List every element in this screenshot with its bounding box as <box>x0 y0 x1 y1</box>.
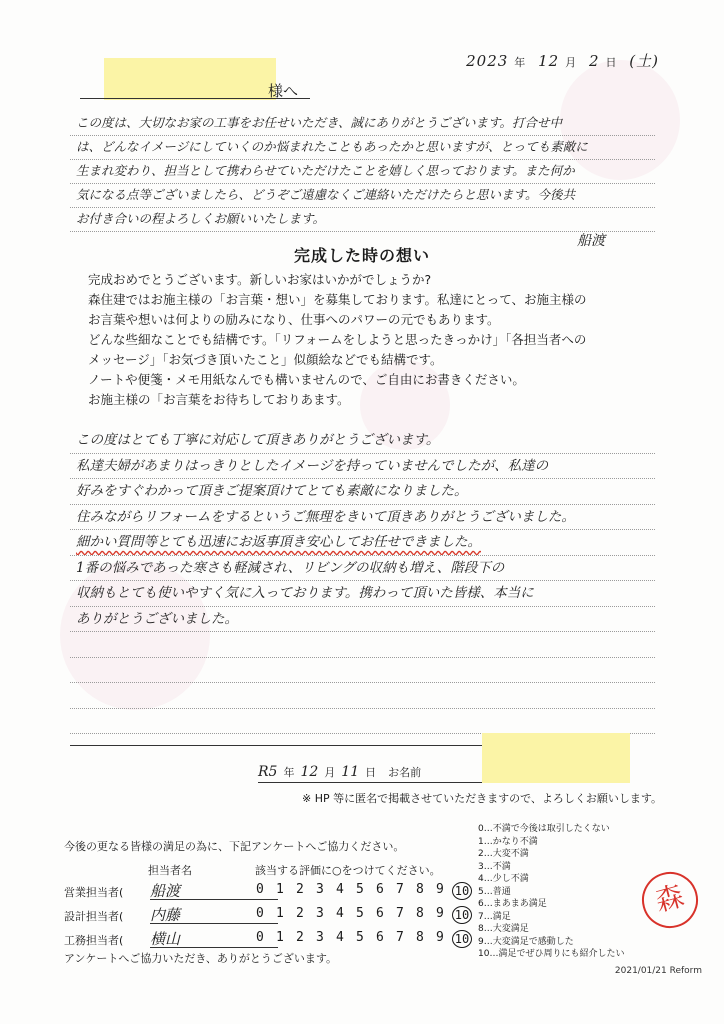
rating-option[interactable]: 5 <box>356 930 364 945</box>
rating-option[interactable]: 4 <box>336 906 344 921</box>
day-unit: 日 <box>605 56 618 69</box>
underlined-sentence: 細かい質問等とても迅速にお返事頂き安心してお任せできました。 <box>76 534 481 550</box>
message-line <box>70 683 655 709</box>
survey-staff-name: 船渡 <box>150 880 278 900</box>
reply-line: 生まれ変わり、担当として携わらせていただけたことを嬉しく思っております。また何か <box>70 160 655 184</box>
rating-option[interactable]: 9 <box>436 930 444 945</box>
legend-item: 1…かなり不満 <box>478 836 538 847</box>
message-line <box>70 709 655 735</box>
legend-item: 9…大変満足で感動した <box>478 936 574 947</box>
rating-option-selected[interactable]: 10 <box>452 930 472 948</box>
notice-line: お言葉や想いは何よりの励みになり、仕事へのパワーの元でもあります。 <box>88 312 500 327</box>
rating-option[interactable]: 2 <box>296 882 304 897</box>
form-version-code: 2021/01/21 Reform <box>614 966 702 976</box>
message-end-line <box>70 745 490 746</box>
recipient-suffix: 様へ <box>268 82 299 100</box>
survey-staff-name: 内藤 <box>150 904 278 924</box>
message-line: 収納もとても使いやすく気に入っております。携わって頂いた皆様、本当に <box>70 581 655 607</box>
rating-option[interactable]: 6 <box>376 906 384 921</box>
signature-era-year: R5 <box>258 764 278 780</box>
legend-item: 6…まあまあ満足 <box>478 899 547 909</box>
month-unit: 月 <box>565 56 578 69</box>
legend-item: 5…普通 <box>478 886 511 897</box>
survey-col-rating: 該当する評価に○をつけてください。 <box>255 864 441 877</box>
rating-option[interactable]: 7 <box>396 882 404 897</box>
survey-col-staff: 担当者名 <box>148 864 192 877</box>
rating-option[interactable]: 9 <box>436 882 444 897</box>
staff-reply <box>70 112 655 232</box>
rating-option[interactable]: 8 <box>416 930 424 945</box>
rating-option[interactable]: 3 <box>316 882 324 897</box>
legend-item: 10…満足でぜひ周りにも紹介したい <box>478 949 625 959</box>
signature-year-unit: 年 <box>283 766 295 779</box>
rating-option[interactable]: 7 <box>396 906 404 921</box>
reply-weekday: (土) <box>629 52 659 70</box>
rating-option-selected[interactable]: 10 <box>452 906 472 924</box>
reply-year: 2023 <box>466 52 509 70</box>
message-line: ありがとうございました。 <box>70 607 655 633</box>
signature-day-unit: 日 <box>365 766 377 779</box>
rating-option[interactable]: 8 <box>416 882 424 897</box>
message-line: この度はとても丁寧に対応して頂きありがとうございます。 <box>70 428 655 454</box>
legend-item: 2…大変不満 <box>478 849 529 859</box>
rating-option[interactable]: 9 <box>436 906 444 921</box>
reply-date <box>463 50 662 71</box>
signature-date <box>258 764 427 780</box>
notice-line: お施主様の「お言葉をお待ちしておりあます。 <box>88 392 350 407</box>
reply-line: お付き合いの程よろしくお願いいたします。 <box>70 208 655 232</box>
survey-thanks: アンケートへご協力いただき、ありがとうございます。 <box>64 952 338 965</box>
rating-option[interactable]: 5 <box>356 882 364 897</box>
reply-line: この度は、大切なお家の工事をお任せいただき、誠にありがとうございます。打合せ中 <box>70 112 655 136</box>
rating-legend <box>478 823 624 961</box>
name-label: お名前 <box>388 766 422 779</box>
rating-option-selected[interactable]: 10 <box>452 882 472 900</box>
message-line: 1番の悩みであった寒さも軽減され、リビングの収納も増え、階段下の <box>70 556 655 582</box>
signature-month: 12 <box>300 764 319 780</box>
rating-option[interactable]: 1 <box>276 906 284 921</box>
survey-role-label: 営業担当者( <box>64 886 124 899</box>
redacted-customer-name <box>482 733 630 783</box>
reply-signature: 船渡 <box>577 233 605 249</box>
signature-day: 11 <box>341 764 360 780</box>
survey-staff-name: 横山 <box>150 928 278 948</box>
rating-option[interactable]: 7 <box>396 930 404 945</box>
legend-item: 3…不満 <box>478 861 511 872</box>
legend-item: 7…満足 <box>478 911 511 922</box>
rating-option[interactable]: 3 <box>316 906 324 921</box>
legend-item: 8…大変満足 <box>478 924 529 934</box>
company-stamp: 森 <box>636 866 705 935</box>
reply-line: 気になる点等ございましたら、どうぞご遠慮なくご連絡いただけたらと思います。今後共 <box>70 184 655 208</box>
reply-day: 2 <box>588 52 600 70</box>
notice-line: 森住建ではお施主様の「お言葉・想い」を募集しております。私達にとって、お施主様の <box>88 292 587 307</box>
notice-line: メッセージ」「お気づき頂いたこと」似顔絵などでも結構です。 <box>88 352 443 367</box>
rating-option[interactable]: 0 <box>256 930 264 945</box>
rating-scale[interactable] <box>256 930 476 948</box>
year-unit: 年 <box>514 56 527 69</box>
rating-option[interactable]: 4 <box>336 882 344 897</box>
message-line: 好みをすぐわかって頂きご提案頂けてとても素敵になりました。 <box>70 479 655 505</box>
legend-item: 4…少し不満 <box>478 874 529 884</box>
message-line <box>70 632 655 658</box>
rating-option[interactable]: 1 <box>276 882 284 897</box>
rating-option[interactable]: 1 <box>276 930 284 945</box>
signature-month-unit: 月 <box>324 766 336 779</box>
message-line: 私達夫婦があまりはっきりとしたイメージを持っていませんでしたが、私達の <box>70 454 655 480</box>
message-line: 住みながらリフォームをするというご無理をきいて頂きありがとうございました。 <box>70 505 655 531</box>
rating-option[interactable]: 0 <box>256 906 264 921</box>
message-line <box>70 658 655 684</box>
rating-option[interactable]: 0 <box>256 882 264 897</box>
form-heading: 完成した時の想い <box>293 246 430 265</box>
redacted-recipient-name <box>104 58 276 100</box>
rating-scale[interactable] <box>256 906 476 924</box>
rating-scale[interactable] <box>256 882 476 900</box>
survey-role-label: 設計担当者( <box>64 910 124 923</box>
legend-item: 0…不満で今後は取引したくない <box>478 824 610 834</box>
notice-line: どんな些細なことでも結構です。「リフォームをしようと思ったきっかけ」「各担当者への <box>88 332 587 347</box>
rating-option[interactable]: 2 <box>296 906 304 921</box>
reply-month: 12 <box>538 52 560 70</box>
rating-option[interactable]: 8 <box>416 906 424 921</box>
notice-line: 完成おめでとうございます。新しいお家はいかがでしょうか? <box>88 272 432 287</box>
survey-intro: 今後の更なる皆様の満足の為に、下記アンケートへご協力ください。 <box>64 840 405 853</box>
message-line-underlined <box>70 530 655 556</box>
reply-line: は、どんなイメージにしていくのか悩まれたこともあったかと思いますが、とっても素敵に <box>70 136 655 160</box>
notice-text <box>88 270 688 410</box>
customer-message <box>70 428 655 734</box>
rating-option[interactable]: 6 <box>376 930 384 945</box>
survey-role-label: 工務担当者( <box>64 934 124 947</box>
rating-option[interactable]: 3 <box>316 930 324 945</box>
rating-option[interactable]: 4 <box>336 930 344 945</box>
rating-option[interactable]: 5 <box>356 906 364 921</box>
rating-option[interactable]: 2 <box>296 930 304 945</box>
rating-option[interactable]: 6 <box>376 882 384 897</box>
notice-line: ノートや便箋・メモ用紙なんでも構いませんので、ご自由にお書きください。 <box>88 372 525 387</box>
hp-notice: ※ HP 等に匿名で掲載させていただきますので、よろしくお願いします。 <box>301 792 662 805</box>
